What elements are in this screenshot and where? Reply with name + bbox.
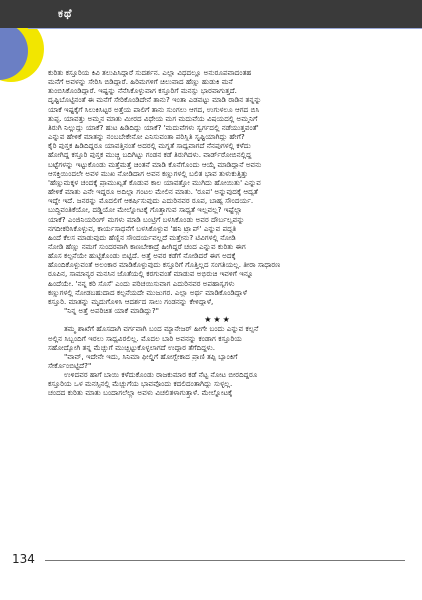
text-line: "ವಾವ್, ಇದೇನೇ ಇದು, ಸಿನಿಮಾ ಫೀಲ್ಡಿಗೆ ಹೋಗ್ಬೇಕಾದ ಪ್ರಾಣಿ ತಪ್ಪಿ ಬ್ಯಾಂಕಿಗೆ bbox=[64, 351, 238, 361]
text-line: ಬಟ್ಟೆಗಳನ್ನು ಇಟ್ಟುಕೊಂಡು ಮತ್ತೆಮತ್ತೆ ಚಿಂತನೆ ಮಾಡಿ ಕೊನೆಗೊಂದು ಆಯ್ಕೆ ಮಾಡಿದ್ದಾನೆ ಅವನು bbox=[48, 159, 262, 169]
text-line: ನೋಡಿ ಹೆಣ್ಣು ನಮಗೆ ಸುಂದರವಾಗಿ ಕಾಣಬೇಕಾದ್ರೆ ಹೀಗಿದ್ದರೆ ಚಂದ ಎನ್ನುವ ಕುರಿತು ಈಗ bbox=[48, 241, 246, 251]
text-line: ಆಸಕ್ತಿಯಿಂದಲೇ ಅವಳ ಮುಖ ನೋಡಿದಾಗ ಅವನ ಕಣ್ಣುಗಳಲ್ಲಿ ಬಲಿತ ಭಾವ ತುಳುಕುತ್ತಿತ್ತು bbox=[48, 168, 248, 178]
text-line: ಮನೆಗೆ ಅವಳನ್ನು ಸೇರಿಸಿ ಬಿಡಿದ್ದಾರೆ. ಹಿರಿಮಗಳಿಗೆ ಚಿಲುವಾದ ಹೆಣ್ಣು ಹುಡುಕಿ ಮನೆ bbox=[48, 77, 233, 87]
text-line: 'ಹೆಣ್ಣುಮಕ್ಕಳ ಚಂದಕ್ಕೆ ಪ್ರಾಮುಖ್ಯತೆ ಕೊಡುವ ಕಾಲ ಯಾವತ್ತೋ ಮುಗಿದು ಹೋಯಿತು' ಎನ್ನುವ bbox=[48, 177, 261, 187]
text-line: ಹೊಂದಿಕೊಳ್ಳುವಂತೆ ಅಲಂಕಾರ ಮಾಡಿಕೊಳ್ಳುವುದು ಕಸ್ತೂರಿಗೆ ಗೊತ್ತಿಲ್ಲದ ಸಂಗತಿಯಲ್ಲ. ತೀರಾ ಸಾಧಾರಣ bbox=[48, 260, 281, 270]
text-line: ಉಳಿದವರ ಹಾಗೆ ಬಾಯಿ ಕಳೆದುಕೊಂಡು ರಾಜಕುಮಾರ ಕಡೆ ನೆಟ್ಟ ನೋಟ ಬೀರದಿದ್ದರೂ bbox=[64, 370, 258, 380]
text-line: ಸಹೋದ್ಯೋಗಿ ತನ್ನ ಮೆಚ್ಚುಗೆ ಮುಚ್ಚಿಟ್ಟುಕೊಳ್ಳಲಾಗದೆ ಉದ್ಗಾರ ತೆಗೆದಿದ್ದಳು. bbox=[48, 342, 216, 352]
article-body bbox=[48, 68, 388, 398]
text-line: ತಿರುಗಿ ನಿಲ್ಲುದ್ದು ಯಾಕೆ? ಹುಟ ಹಿಡಿದಿದ್ದು ಯಾಕೆ? 'ಮದುವೆಗಳು ಸ್ವರ್ಗದಲ್ಲಿ ನಡೆಯುತ್ತವಂತೆ' bbox=[48, 122, 259, 132]
text-line: "ನಿನ್ನ ಅತ್ತೆ ಅಪರಿಚಿತ ಯಾಕೆ ಮಾಡಿದ್ದು?" bbox=[64, 306, 159, 316]
footer-rule bbox=[45, 560, 405, 561]
text-line: ರೂಪಿನ, ಸಾಮಾನ್ಯರ ಮನಸಿನ ಜೊತೆಯಲ್ಲಿ ಕರಗುವಂತೆ ಮಾಡುವ ಅಭಿರುಚಿ ಇವಳಿಗೆ ಇನ್ನೂ bbox=[48, 269, 254, 279]
text-line: ತಮ್ಮ ಶಾಖೆಗೆ ಹೊಸದಾಗಿ ವರ್ಗವಾಗಿ ಬಂದ ಮ್ಯಾನೇಜರ್ ಹೀಗೇ ಬಂದು ಎನ್ನುವ ಕಲ್ಪನೆ bbox=[64, 324, 259, 334]
text-line: ಕಸ್ತೂರಿ. ಮಾತನ್ನು ಮೃದುಗೊಳಿಸಿ ಆದರ್ಶದ ಸಾಲು ಗಂಡನನ್ನು ಕೇಳಿದ್ದಾಳೆ, bbox=[48, 296, 214, 306]
text-line: ಇದ್ದೇ ಇದೆ. ಜನರನ್ನು ಮೊದಲಿಗೆ ಆಕರ್ಷಿಸುವುದು ಎದುರಿನವರ ರೂಪ, ಬಾಹ್ಯ ಸೌಂದರ್ಯ. bbox=[48, 196, 254, 206]
text-line: ಅಲ್ಲಿನ ಸಿಬ್ಬಂದಿಗೆ ಇರಲು ಸಾಧ್ಯವಿರಲಿಲ್ಲ. ಮೊದಲ ಬಾರಿ ಅವನನ್ನು ಕಂಡಾಗ ಕಸ್ತೂರಿಯ bbox=[48, 333, 242, 343]
text-line: ಹೊಸ ಕಲ್ಪನೆಯೇ ಹುಟ್ಟಿಕೊಂಡು ಬಿಟ್ಟಿದೆ. ಅತ್ತೆ ಅವರ ಕಡೆಗೆ ನೋಡಿದರೆ ಈಗ ಅದಕ್ಕೆ bbox=[48, 251, 236, 261]
text-line: ಹೋಗಿದ್ದ ಕಸ್ತೂರಿ ಪುಸ್ತಕ ಮುಚ್ಚಿ ಬದಿಗಿಟ್ಟು ಗಂಡನ ಕಡೆ ತಿರುಗಿದಳು. ವಾರ್ಡ್‌ರೋಬಿನಲ್ಲಿದ್ದ bbox=[48, 150, 252, 160]
text-line: ಯಾಕೆ ಇಷ್ಟಕ್ಕೆಗೆ ಸಿಲುಕಿಸಿಟ್ಟರ ಅತ್ತೆಯ ಪಾಲಿಗೆ ತಾನು ಸುಂಗಲು ಆಗದ, ಉಗುಳಲೂ ಆಗದ ಬಿಸಿ bbox=[48, 104, 260, 114]
text-line: ಕಸ್ತೂರಿಯ ಒಳ ಮನಸ್ಸಿನಲ್ಲಿ ಮೆಚ್ಚುಗೆಯ ಭಾವವೊಂದು ಕದಲಿದಂತಾಗಿದ್ದು ಸುಳ್ಳಲ್ಲ. bbox=[48, 379, 233, 389]
text-line: ತುಂಬಿಸಿಕೊಂಡಿದ್ದಾರೆ. ಇಷ್ಟನ್ನು ನೆನೆಸಿಕೊಳ್ಳುವಾಗ ಕಸ್ತೂರಿಗೆ ಮನಸ್ಸು ಭಾರವಾಗುತ್ತದೆ. bbox=[48, 86, 237, 96]
page-number: 134 bbox=[12, 552, 35, 566]
text-line: ಹಿಂದೆಯೇ. 'ನನ್ನ ಕರಿ ಸೊಸೆ' ಎಂದು ಪರಿಚಯಿಸುವಾಗ ಎದುರಿನವರ ಅಪಹಾಸ್ಯಗಳು bbox=[48, 278, 235, 288]
text-line: ಸೇರ್ಕೊಂಬಿಟ್ಟಿದೆ?" bbox=[48, 361, 92, 370]
header-band bbox=[0, 0, 422, 28]
text-line: ದೃಷ್ಟಿಬೊಟ್ಟಿನಂತೆ ಈ ಮನೆಗೆ ಸೇರಿಕೊಂಡಿದೇನೆ ತಾನು? ಇಂತಾ ಎಡವಟ್ಟು ಮಾಡಿ ರಾಡಿನ ತನ್ನನ್ನು bbox=[48, 95, 262, 105]
section-title: ಕಥೆ bbox=[58, 7, 73, 20]
text-line: ಯಾಕೆ? ಎಂಜಿನಿಯರಿಂಗ್ ಮಗಳು ಮಾಡಿ ಬಂಟ್ರಿಗೆ ಬಳಸಿಕೊಂಡು ಅವರ ದೌರ್ಬಲ್ಯವನ್ನು bbox=[48, 214, 245, 224]
header-rule bbox=[28, 28, 422, 29]
text-line: ಹಿಂದೆ ಕೆಲಸ ಮಾಡುವುದು ಹೆಣ್ಣಿನ ಸೌಂದರ್ಯವಲ್ಲದೆ ಮತ್ತೇನು? ಟಿವಿಗಳಲ್ಲಿ ನೋಡಿ bbox=[48, 232, 236, 242]
text-line: ಎನ್ನುವ ಹೇಳಿಕೆ ಮಾತನ್ನು ನಂಬಬೇಕೇನೋ ಎನಿಸುವಂತಾ ಪರಿಸ್ಥಿತಿ ಸೃಷ್ಟಿಯಾಗಿದ್ದು ಹೇಗೆ? bbox=[48, 132, 245, 142]
text-line: ನಗದೀಕರಿಸಿಕೊಳ್ಳುವ, ಕಾರ್ಯಸಾಧನೆಗೆ ಬಳಸಿಕೊಳ್ಳುವ 'ಹನಿ ಟ್ರ್ಯಾಪ್' ಎನ್ನುವ ಪದ್ಧತಿ bbox=[48, 223, 237, 233]
text-line: ಕುರಿತು ಕಸ್ತೂರಿಯ ಕಿವಿ ತಲುಪಿಸಿದ್ದಾರೆ ಸುದರ್ಶನ. ಎಲ್ಲಾ ವಿಧದಲ್ಲೂ ಅನುರೂಪವಾದಂತಹ bbox=[48, 68, 252, 77]
text-line: ಹೇಳಿಕೆ ಮಾತು ಎನೇ ಇದ್ದರೂ ಅದಿಲ್ಲಾ ಗಂಟಲ ಮೇಲಿನ ಮಾತು. 'ರೂಪ' ಅನ್ನುವುದಕ್ಕೆ ಆದ್ಯತೆ bbox=[48, 187, 258, 197]
text-line: ಕೈರಿ ಪುಸ್ತಕ ಹಿಡಿದಿದ್ದರೂ ಯಾವತ್ತಿನಂತೆ ಅದರಲ್ಲಿ ಮಗ್ನತೆ ಸಾಧ್ಯವಾಗದೆ ನೆನಪುಗಳಲ್ಲಿ ಕಳೆದು bbox=[48, 141, 251, 151]
text-line: ತುಪ್ಪ. ಯಾವತ್ತು ಅಮ್ಮನ ಮಾತು ಮೀರದ ವಿಧೇಯ ಮಗ ಮದುವೆಯ ವಿಷಯದಲ್ಲಿ ಅಮ್ಮನಿಗೆ bbox=[48, 113, 258, 123]
section-separator: ★★★ bbox=[204, 315, 232, 325]
text-line: ಬುದ್ಧಿವಂತಿಕೆಯೋ, ದಡ್ಡಿಯೋ ಮೇಲ್ನೋಟಕ್ಕೆ ಗೊತ್ತಾಗುವ ಸಾಧ್ಯತೆ ಇಲ್ಲವಲ್ಲ? ಇಷ್ಟೆಲ್ಲಾ bbox=[48, 205, 243, 215]
text-line: ಕಣ್ಣುಗಳಲ್ಲಿ ನೋಡಬಹುದಾದ ಕಲ್ಪನೆಯದೇ ಮುಜುಗರ. ಎಲ್ಲಾ ಅರ್ಥ ಮಾಡಿಕೊಂಡಿದ್ದಾಳೆ bbox=[48, 287, 247, 297]
text-line: ಚಂದದ ಕುರಿತು ಮಾತು ಬಂದಾಗಲೆಲ್ಲಾ ಅವಳು ವಿಚಲಿತಳಾಗುತ್ತಾಳೆ. ಮೇಲ್ನೋಟಕ್ಕೆ bbox=[48, 388, 233, 398]
